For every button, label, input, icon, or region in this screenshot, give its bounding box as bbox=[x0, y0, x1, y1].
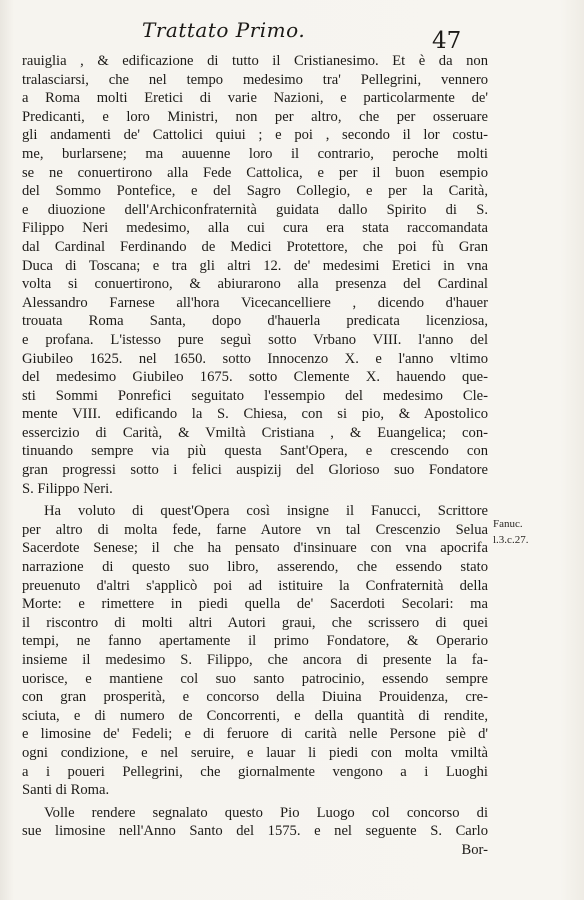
marginal-note-line: l.3.c.27. bbox=[493, 534, 529, 546]
text-line: del medesimo Giubileo 1675. sotto Clemente X. hauendo que- bbox=[22, 369, 488, 386]
page-number: 47 bbox=[432, 28, 462, 54]
text-line: sti Sommi Ponrefici seguitato l'essempio del medesimo Cle- bbox=[22, 387, 488, 404]
paragraph bbox=[22, 52, 488, 498]
text-line: rauiglia , & edificazione di tutto il Cristianesimo. Et è da non bbox=[22, 53, 488, 69]
text-line: trouata Roma Santa, dopo d'hauerla predicata licenziosa, bbox=[22, 313, 488, 330]
paragraph bbox=[22, 502, 488, 800]
marginal-note-line: Fanuc. bbox=[493, 518, 523, 530]
text-line: tempi, ne fanno apertamente il primo Fondatore, & Operario bbox=[22, 633, 488, 650]
text-line: tralasciarsi, che nel tempo medesimo tra' Pellegrini, vennero bbox=[22, 71, 488, 88]
text-line: Morte: e rimettere in piedi quella de' Sacerdoti Secolari: ma bbox=[22, 596, 488, 613]
text-line: narrazione di questo suo libro, asserendo, che essendo stato bbox=[22, 559, 488, 576]
marginal-note bbox=[493, 516, 563, 548]
text-line: tinuando sempre via più questa Sant'Opera, e crescendo con bbox=[22, 443, 488, 460]
body-text bbox=[22, 52, 488, 860]
text-line: Santi di Roma. bbox=[22, 782, 110, 799]
text-line: preuenuto d'altri s'applicò poi ad istituire la Confraternità della bbox=[22, 577, 488, 594]
text-line: gran progressi sotto i felici auspizij del Glorioso suo Fondatore bbox=[22, 462, 488, 479]
text-line: Volle rendere segnalato questo Pio Luogo col concorso di bbox=[44, 804, 488, 821]
text-line: uorisce, e mantiene col suo santo patrocinio, essendo sempre bbox=[22, 670, 488, 687]
text-line: del Sommo Pontefice, e del Sagro Collegio, e per la Carità, bbox=[22, 183, 488, 200]
text-line: S. Filippo Neri. bbox=[22, 480, 113, 497]
text-line: sue limosine nell'Anno Santo del 1575. e nel seguente S. Carlo bbox=[22, 823, 488, 840]
text-line: Bor- bbox=[461, 841, 488, 858]
text-line: Giubileo 1625. nel 1650. sotto Innocenzo X. e l'anno vltimo bbox=[22, 350, 488, 367]
text-line: essercizio di Carità, & Vmiltà Cristiana , & Euangelica; con- bbox=[22, 424, 488, 441]
text-line: a Roma molti Eretici di varie Nazioni, e particolarmente de' bbox=[22, 90, 488, 107]
text-line: se ne conuertirono alla Fede Cattolica, e per il buon esempio bbox=[22, 164, 488, 181]
text-line: dal Cardinal Ferdinando de Medici Protettore, che poi fù Gran bbox=[22, 238, 488, 255]
text-line: me, burlarsene; ma auuenne loro il contrario, peroche molti bbox=[22, 145, 488, 162]
text-line: Duca di Toscana; e tra gli altri 12. de' medesimi Eretici in vna bbox=[22, 257, 488, 274]
text-line: ogni condizione, e nel seruire, e lauar li piedi con molta vmiltà bbox=[22, 744, 488, 761]
text-line: insieme il medesimo S. Filippo, che ancora di presente la fa- bbox=[22, 652, 488, 668]
text-line: mente VIII. edificando la S. Chiesa, con si pio, & Apostolico bbox=[22, 406, 488, 423]
text-line: gli andamenti de' Cattolici quiui ; e poi , secondo il lor costu- bbox=[22, 127, 488, 144]
text-line: Sacerdote Senese; il che ha pensato d'insinuare con vna apocrifa bbox=[22, 540, 488, 557]
page-header bbox=[0, 18, 584, 54]
text-line: Predicanti, e loro Ministri, non per altro, che per osseruare bbox=[22, 108, 488, 125]
text-line: volta si conuertirono, & abiurarono alla presenza del Cardinal bbox=[22, 276, 488, 293]
text-line: e profana. L'istesso pure seguì sotto Vrbano VIII. l'anno del bbox=[22, 331, 488, 348]
text-line: Filippo Neri medesimo, alla cui cura era stata raccomandata bbox=[22, 220, 488, 237]
text-line: sciuta, e di numero de Concorrenti, e della quantità di rendite, bbox=[22, 707, 488, 724]
text-line: con gran prosperità, e concorso della Diuina Prouidenza, cre- bbox=[22, 689, 488, 706]
running-title: Trattato Primo. bbox=[142, 18, 306, 42]
text-line: Ha voluto di quest'Opera così insigne il Fanucci, Scrittore bbox=[44, 503, 488, 520]
text-line: a i poueri Pellegrini, che giornalmente vengono a i Luoghi bbox=[22, 763, 488, 780]
text-line: il riscontro di molti altri Autori graui, che scrissero di quei bbox=[22, 614, 488, 631]
text-line: e diuozione dell'Archiconfraternità guidata dallo Spirito di S. bbox=[22, 201, 488, 218]
text-line: per altro di molta fede, farne Autore vn tal Crescenzio Selua bbox=[22, 521, 488, 538]
text-line: Alessandro Farnese all'hora Vicecancelliere , dicendo d'hauer bbox=[22, 294, 488, 311]
paragraph bbox=[22, 804, 488, 860]
text-line: e limosine de' Fedeli; e di feruore di carità nelle Persone piè d' bbox=[22, 726, 488, 743]
